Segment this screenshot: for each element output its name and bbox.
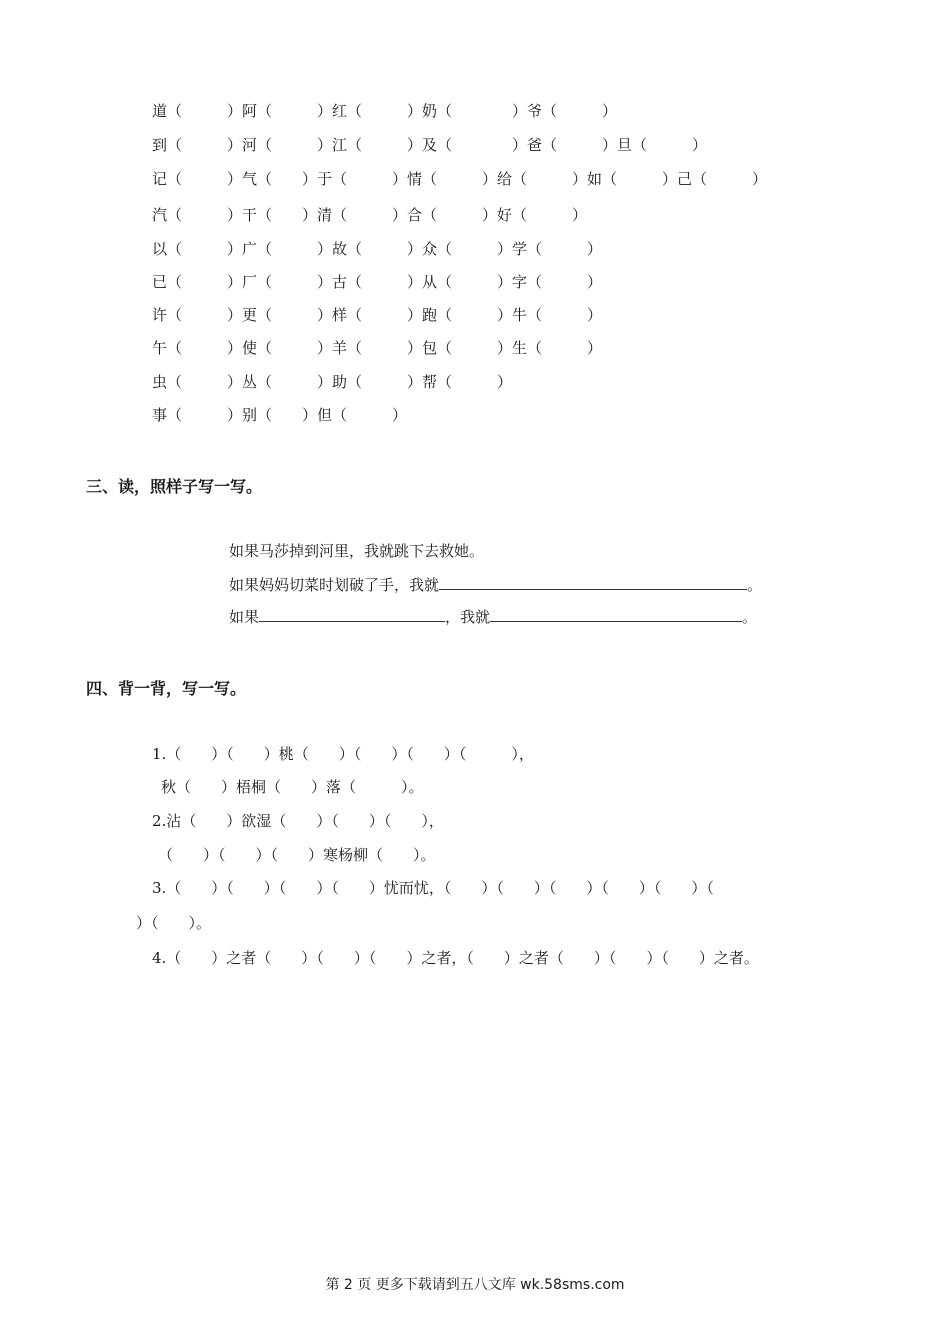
poem-line-5: 3.（ ）（ ）（ ）（ ）忧而忧，（ ）（ ）（ ）（ ）（ ）（ — [152, 879, 714, 897]
char-row-8: 午（ ）使（ ）羊（ ）包（ ）生（ ） — [152, 339, 603, 357]
answer-blank[interactable] — [439, 575, 747, 590]
section3-line3-mid: ，我就 — [445, 608, 491, 626]
section3-line2 — [229, 575, 762, 595]
section3-line3-suffix: 。 — [742, 608, 758, 626]
char-row-10: 事（ ）别（ ）但（ ） — [152, 406, 408, 424]
poem-line-3: 2.沾（ ）欲湿（ ）（ ）（ ）， — [152, 812, 444, 830]
answer-blank[interactable] — [490, 607, 742, 622]
poem-line-6: ）（ ）。 — [136, 914, 212, 932]
char-row-1: 道（ ）阿（ ）红（ ）奶（ ）爷（ ） — [152, 102, 618, 120]
section3-line3 — [229, 607, 757, 627]
char-row-9: 虫（ ）丛（ ）助（ ）帮（ ） — [152, 373, 513, 391]
page-footer: 第 2 页 更多下载请到五八文库 wk.58sms.com — [325, 1277, 625, 1293]
char-row-4: 汽（ ）干（ ）清（ ）合（ ）好（ ） — [152, 206, 588, 224]
answer-blank[interactable] — [259, 607, 445, 622]
poem-line-4: （ ）（ ）（ ）寒杨柳（ ）。 — [158, 846, 436, 864]
poem-line-7: 4.（ ）之者（ ）（ ）（ ）之者，（ ）之者（ ）（ ）（ ）之者。 — [152, 949, 759, 967]
char-row-3: 记（ ）气（ ）于（ ）情（ ）给（ ）如（ ）己（ ） — [152, 170, 768, 188]
section3-line2-prefix: 如果妈妈切菜时划破了手，我就 — [229, 576, 440, 594]
poem-line-1: 1.（ ）（ ）桃（ ）（ ）（ ）（ ）， — [152, 745, 534, 763]
char-row-7: 许（ ）更（ ）样（ ）跑（ ）牛（ ） — [152, 306, 603, 324]
section3-title: 三、读，照样子写一写。 — [86, 477, 263, 496]
poem-line-2: 秋（ ）梧桐（ ）落（ ）。 — [161, 778, 424, 796]
section3-line2-suffix: 。 — [747, 576, 763, 594]
char-row-6: 已（ ）厂（ ）古（ ）从（ ）字（ ） — [152, 273, 603, 291]
section3-line3-prefix: 如果 — [229, 608, 260, 626]
char-row-5: 以（ ）广（ ）故（ ）众（ ）学（ ） — [152, 240, 603, 258]
section3-example: 如果马莎掉到河里，我就跳下去救她。 — [229, 542, 485, 560]
char-row-2: 到（ ）河（ ）江（ ）及（ ）爸（ ）旦（ ） — [152, 136, 708, 154]
section4-title: 四、背一背，写一写。 — [86, 679, 247, 698]
